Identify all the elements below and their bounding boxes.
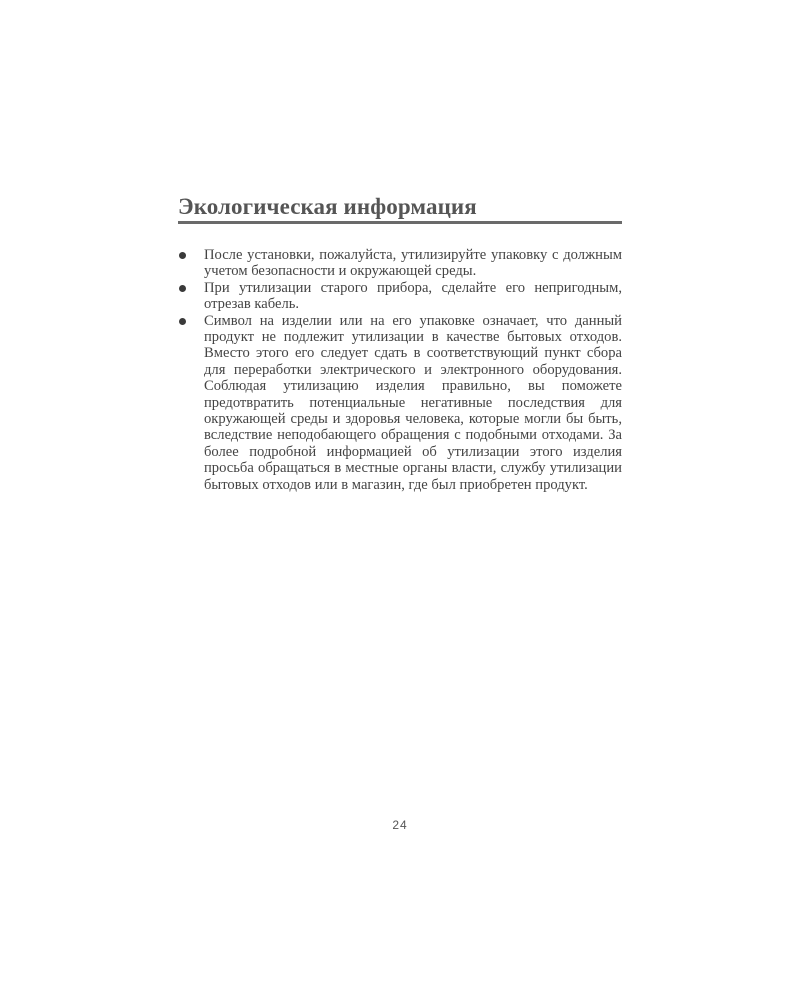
bullet-icon: [179, 285, 186, 292]
section-title: Экологическая информация: [178, 194, 477, 219]
bullet-icon: [179, 318, 186, 325]
bullet-icon: [179, 252, 186, 259]
page-number: 24: [392, 818, 408, 832]
bullet-list: [178, 247, 622, 493]
list-item: [178, 280, 622, 313]
list-item-text: После установки, пожалуйста, утилизируйте упаковку с должным учетом безопасности и окружающей среды.: [204, 247, 622, 280]
list-item-text: При утилизации старого прибора, сделайте его непригодным, отрезав кабель.: [204, 279, 622, 313]
list-item: [178, 247, 622, 280]
ecology-section: [178, 193, 622, 493]
title-underline: [178, 221, 622, 224]
list-item: [178, 313, 622, 493]
list-item-text: Символ на изделии или на его упаковке означает, что данный продукт не подлежит утилизации в качестве бытовых отходов. Вместо этого его следует сдать в соответствующий пункт сбора для переработки электрического и электронного оборудования. Соблюдая утилизацию изделия правильно, вы поможете предотвратить потенциальные негативные последствия для окружающей среды и здоровья человека, которые могли бы быть, вследствие неподобающего обращения с подобными отходами. За более подробной информацией об утилизации этого изделия просьба обращаться в местные органы власти, службу утилизации бытовых отходов или в магазин, где был приобретен продукт.: [204, 312, 622, 493]
